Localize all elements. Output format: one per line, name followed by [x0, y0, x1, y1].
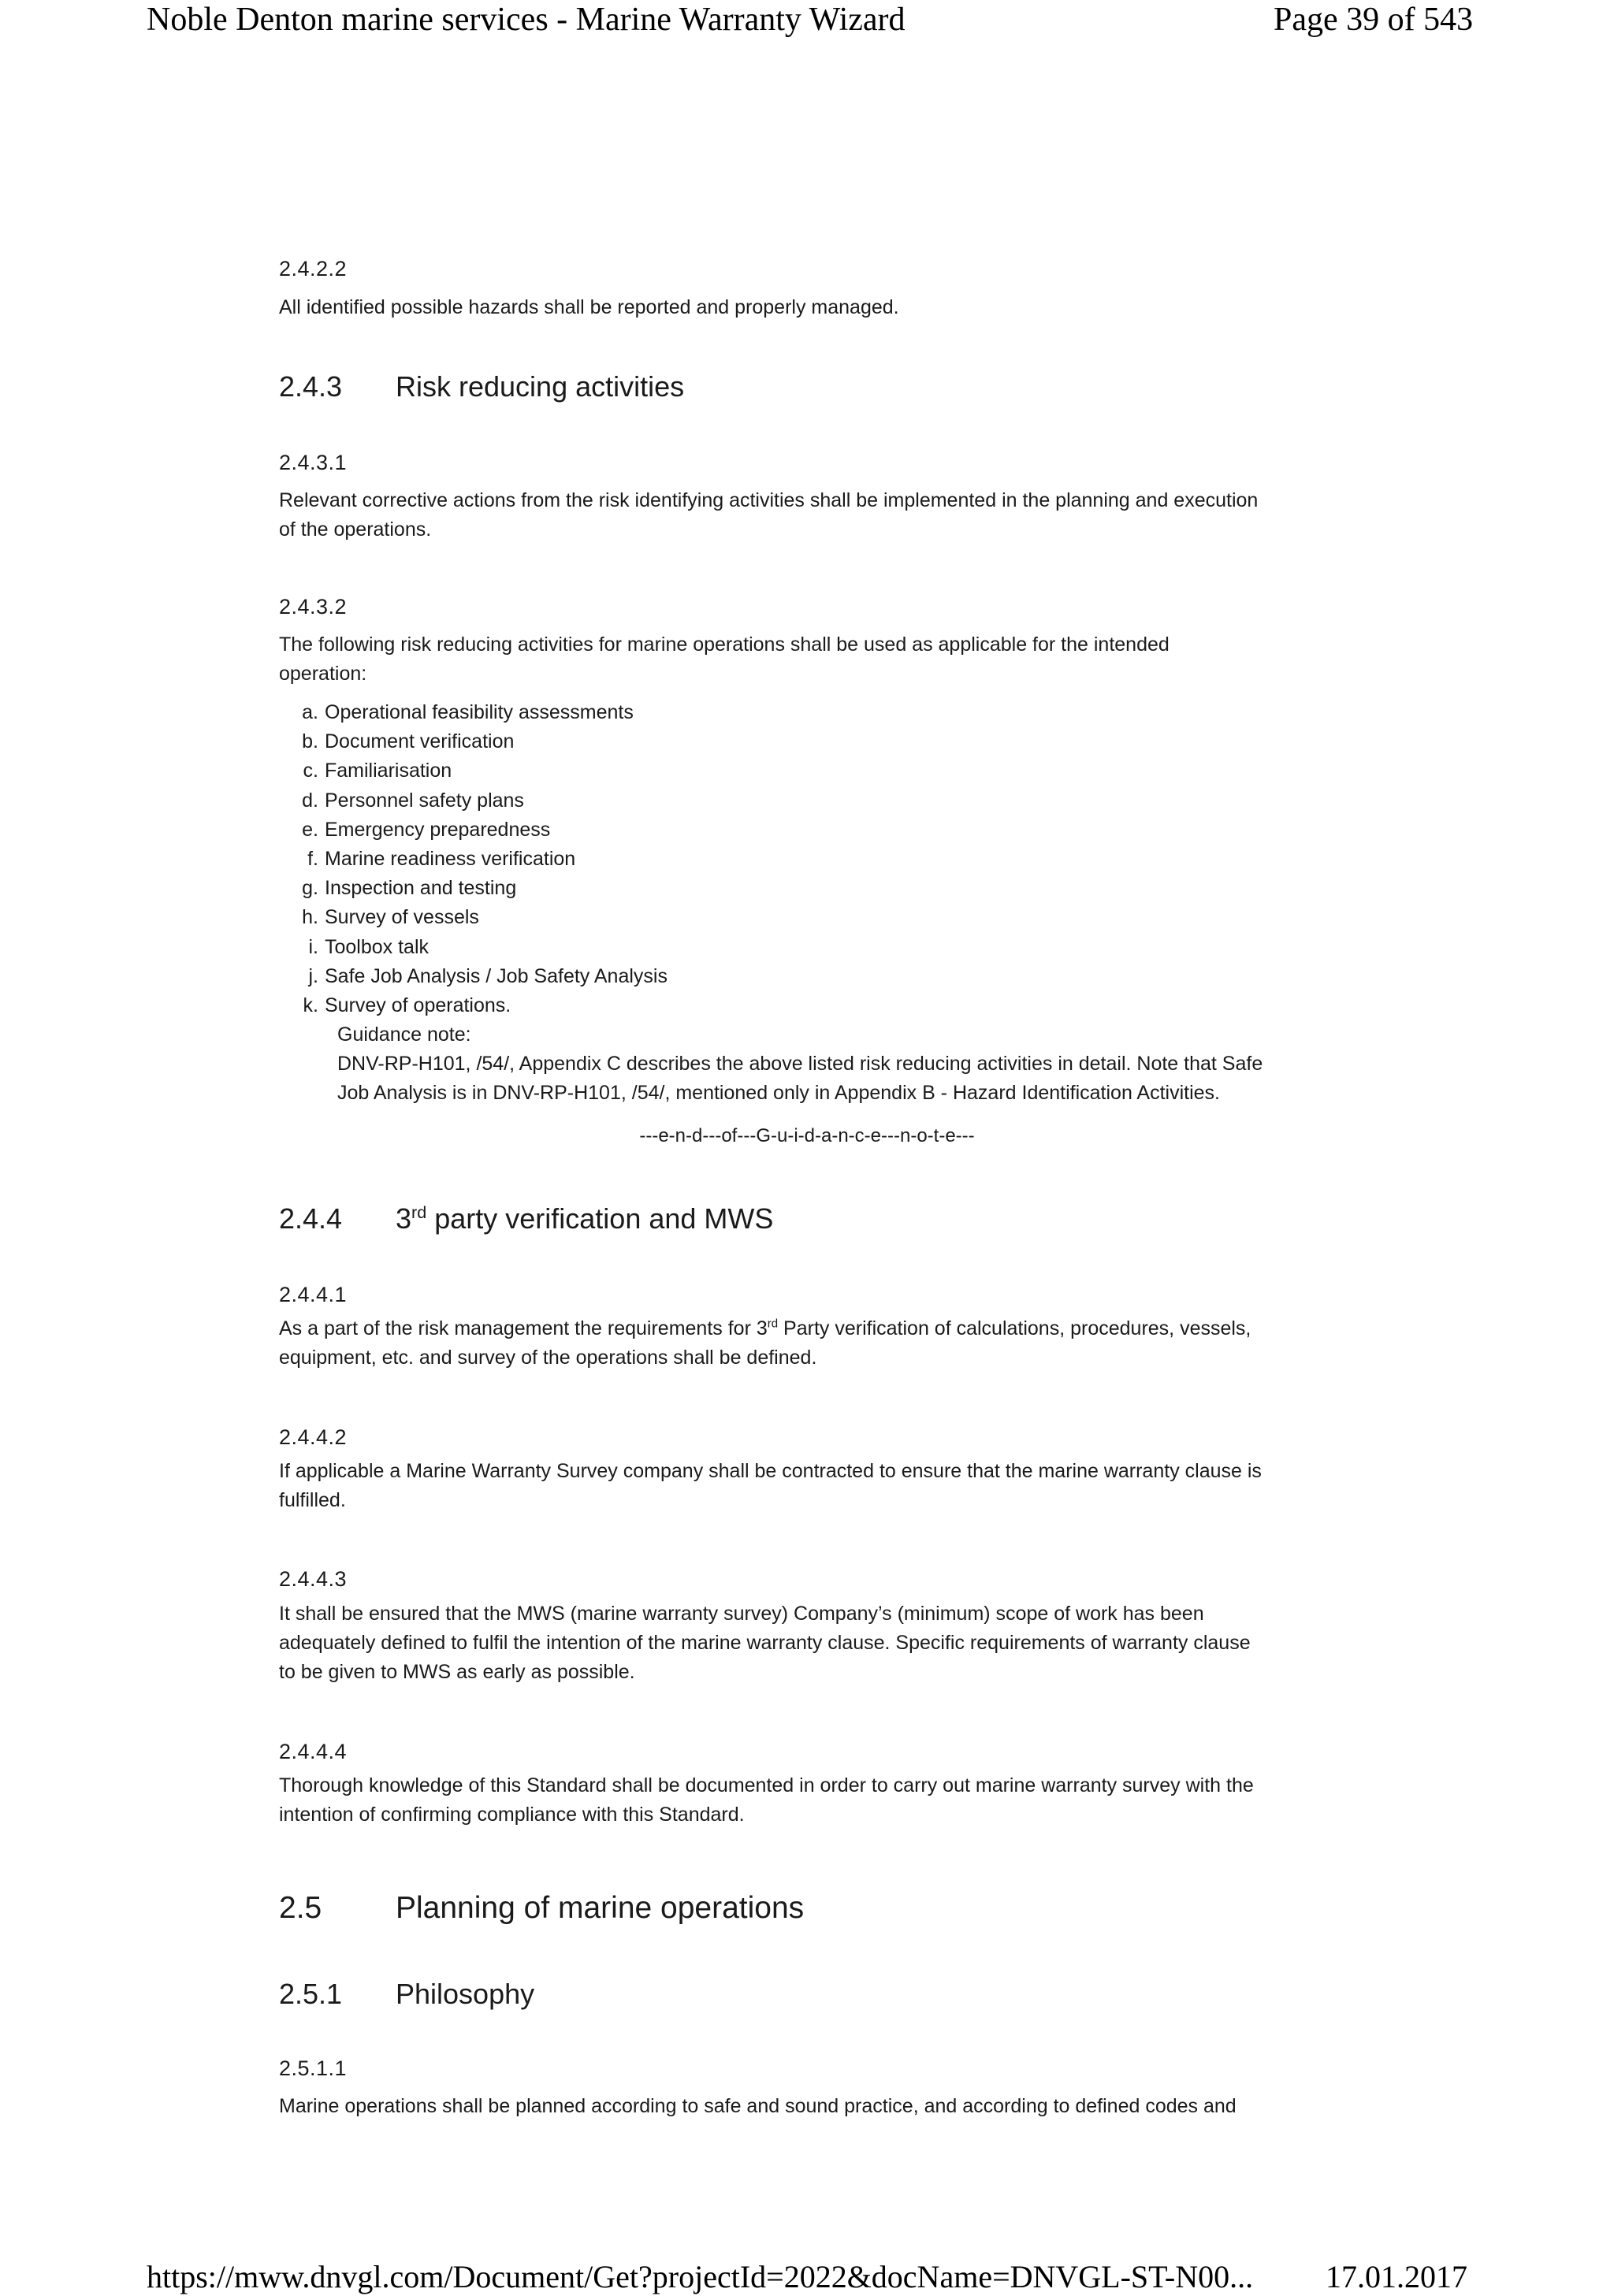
- clause-text: [279, 1457, 1335, 1515]
- list-item: [279, 727, 1335, 756]
- list-text: Operational feasibility assessments: [325, 701, 634, 723]
- list-item: [279, 874, 1335, 903]
- heading-title-prefix: 3: [396, 1202, 412, 1235]
- list-item: [279, 903, 1335, 932]
- text-line: Marine operations shall be planned according to safe and sound practice, and according to defined codes and: [279, 2095, 1237, 2117]
- guidance-line: Job Analysis is in DNV-RP-H101, /54/, mentioned only in Appendix B - Hazard Identification Activities.: [337, 1082, 1221, 1104]
- list-text: Safe Job Analysis / Job Safety Analysis: [325, 964, 668, 987]
- guidance-label: Guidance note:: [337, 1024, 471, 1046]
- text-line: The following risk reducing activities for marine operations shall be used as applicable for the intended: [279, 633, 1170, 656]
- heading-number: 2.5: [279, 1891, 322, 1925]
- page-header-title: Noble Denton marine services - Marine Warranty Wizard: [147, 2, 906, 38]
- heading-title: Risk reducing activities: [396, 370, 685, 403]
- list-letter: c.: [303, 760, 318, 782]
- page-number: Page 39 of 543: [1274, 2, 1474, 38]
- clause-text: [279, 630, 1335, 689]
- text-line: intention of confirming compliance with this Standard.: [279, 1804, 745, 1826]
- text-line: Relevant corrective actions from the risk identifying activities shall be implemented in the planning and execution: [279, 489, 1259, 511]
- text-line: It shall be ensured that the MWS (marine warranty survey) Company’s (minimum) scope of work has been: [279, 1603, 1204, 1625]
- heading-number: 2.4.3: [279, 370, 343, 403]
- list-letter: a.: [302, 701, 318, 723]
- heading-title: Philosophy: [396, 1978, 535, 2010]
- section-heading-2-4-4: [279, 1202, 1335, 1236]
- clause-text: [279, 1599, 1335, 1687]
- clause-number: 2.4.4.2: [279, 1425, 348, 1449]
- text-fragment: As a part of the risk management the requirements for 3: [279, 1317, 768, 1339]
- list-item: [279, 933, 1335, 962]
- clause-number: 2.4.4.1: [279, 1283, 348, 1306]
- list-text: Survey of operations.: [325, 994, 511, 1017]
- document-url[interactable]: https://mww.dnvgl.com/Document/Get?projectId=2022&docName=DNVGL-ST-N00...: [147, 2259, 1254, 2294]
- clause-number: 2.4.3.1: [279, 451, 348, 474]
- list-letter: g.: [302, 877, 318, 900]
- list-text: Familiarisation: [325, 760, 452, 782]
- text-line: fulfilled.: [279, 1489, 346, 1511]
- text-line: operation:: [279, 663, 367, 685]
- clause-number: 2.4.2.2: [279, 257, 348, 280]
- text-line: [279, 1314, 1335, 1343]
- list-item: [279, 698, 1335, 727]
- clause-text: [279, 1314, 1335, 1373]
- list-letter: b.: [302, 730, 318, 753]
- text-superscript: rd: [767, 1317, 779, 1331]
- section-heading-2-5: [279, 1889, 1335, 1927]
- text-line: adequately defined to fulfil the intention of the marine warranty clause. Specific requirements of warranty clause: [279, 1632, 1251, 1654]
- clause-number: 2.4.4.3: [279, 1567, 348, 1591]
- text-line: If applicable a Marine Warranty Survey company shall be contracted to ensure that the marine warranty clause is: [279, 1460, 1262, 1482]
- heading-title: Planning of marine operations: [396, 1891, 805, 1925]
- list-item: [279, 815, 1335, 845]
- list-item: [279, 962, 1335, 991]
- heading-number: 2.5.1: [279, 1978, 343, 2010]
- heading-number: 2.4.4: [279, 1202, 343, 1235]
- clause-text: [279, 486, 1335, 544]
- text-line: of the operations.: [279, 518, 432, 541]
- activities-list: [279, 698, 1335, 1020]
- section-heading-2-5-1: [279, 1977, 1335, 2012]
- heading-title-sup: rd: [411, 1202, 427, 1222]
- clause-text: [279, 1771, 1335, 1830]
- list-letter: e.: [302, 818, 318, 841]
- list-letter: d.: [302, 789, 318, 812]
- guidance-end-marker: ---e-n-d---of---G-u-i-d-a-n-c-e---n-o-t-e---: [639, 1125, 975, 1146]
- clause-number: 2.4.4.4: [279, 1740, 348, 1763]
- list-text: Emergency preparedness: [325, 818, 551, 841]
- list-item: [279, 991, 1335, 1020]
- list-letter: j.: [308, 964, 318, 987]
- guidance-line: DNV-RP-H101, /54/, Appendix C describes the above listed risk reducing activities in detail. Note that Safe: [337, 1053, 1263, 1075]
- text-line: equipment, etc. and survey of the operations shall be defined.: [279, 1347, 817, 1369]
- list-text: Survey of vessels: [325, 906, 479, 929]
- list-text: Personnel safety plans: [325, 789, 524, 812]
- guidance-note: [337, 1020, 1330, 1108]
- list-item: [279, 845, 1335, 874]
- list-letter: i.: [308, 935, 318, 958]
- list-text: Document verification: [325, 730, 515, 753]
- clause-number: 2.4.3.2: [279, 595, 348, 619]
- clause-text: All identified possible hazards shall be reported and properly managed.: [279, 296, 899, 318]
- text-line: to be given to MWS as early as possible.: [279, 1661, 635, 1683]
- list-item: [279, 786, 1335, 815]
- section-heading-2-4-3: [279, 370, 1335, 404]
- list-letter: h.: [302, 906, 318, 929]
- list-letter: f.: [307, 848, 318, 871]
- list-item: [279, 756, 1335, 786]
- clause-number: 2.5.1.1: [279, 2056, 348, 2080]
- list-text: Marine readiness verification: [325, 848, 576, 871]
- clause-text: [279, 2092, 1335, 2121]
- text-fragment: Party verification of calculations, procedures, vessels,: [778, 1317, 1251, 1339]
- list-text: Toolbox talk: [325, 935, 430, 958]
- text-line: Thorough knowledge of this Standard shall be documented in order to carry out marine warranty survey with the: [279, 1774, 1254, 1796]
- list-text: Inspection and testing: [325, 877, 517, 900]
- list-letter: k.: [303, 994, 318, 1017]
- print-date: 17.01.2017: [1326, 2259, 1467, 2294]
- heading-title: party verification and MWS: [426, 1202, 774, 1235]
